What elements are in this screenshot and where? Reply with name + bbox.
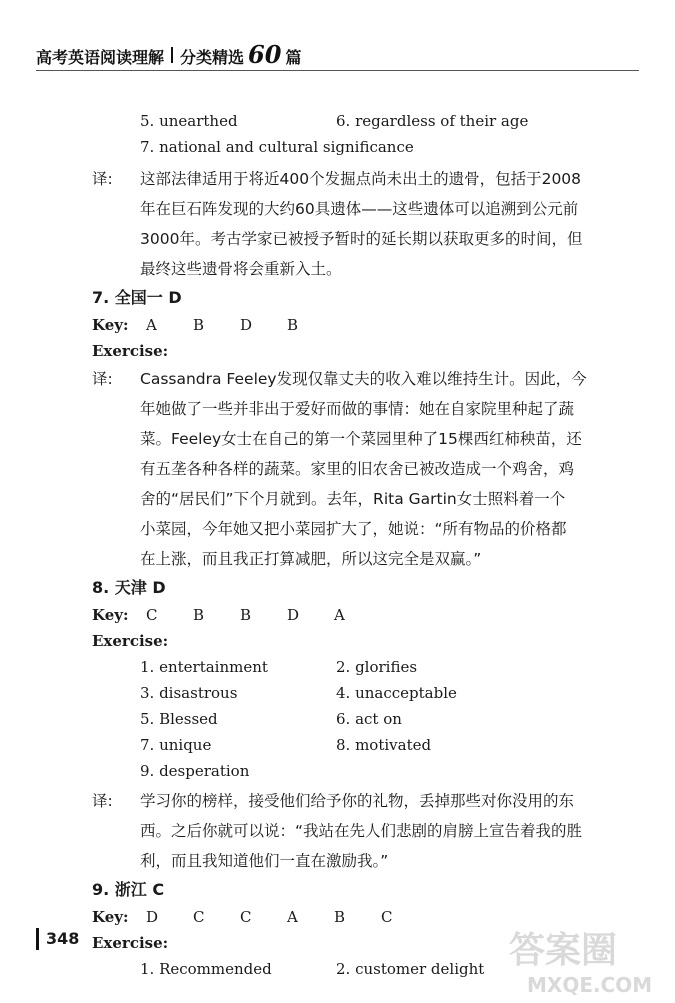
key-label: Key: [92, 316, 129, 334]
exercise-item: 1. entertainment [140, 658, 268, 676]
translation-line: 这部法律适用于将近400个发掘点尚未出土的遗骨，包括于2008 [140, 170, 582, 188]
translation-line: 最终这些遗骨将会重新入土。 [140, 260, 342, 278]
translation-line: Cassandra Feeley发现仅靠丈夫的收入难以维持生计。因此，今 [140, 370, 587, 388]
exercise-row [92, 134, 592, 160]
exercise-label-9: Exercise: [92, 934, 169, 952]
page-number: 348 [46, 929, 80, 948]
section-title-7: 7. 全国一 D [92, 288, 182, 307]
key-answer: C [240, 908, 252, 926]
exercise-item: 1. Recommended [140, 960, 272, 978]
answer-key-8 [92, 602, 592, 628]
key-answer: D [287, 606, 300, 624]
translation-line: 3000年。考古学家已被授予暂时的延长期以获取更多的时间，但 [140, 230, 583, 248]
page-number-bar [36, 928, 39, 950]
translation-line: 利，而且我知道他们一直在激励我。” [140, 852, 389, 870]
key-answer: C [146, 606, 158, 624]
exercise-list-8 [92, 654, 592, 784]
translation-line: 有五垄各种各样的蔬菜。家里的旧农舍已被改造成一个鸡舍，鸡 [140, 460, 575, 478]
translation-line: 年在巨石阵发现的大约60具遗体——这些遗体可以追溯到公元前 [140, 200, 579, 218]
translation-line: 学习你的榜样，接受他们给予你的礼物，丢掉那些对你没用的东 [140, 792, 575, 810]
key-label: Key: [92, 606, 129, 624]
key-answer: B [334, 908, 346, 926]
exercise-item: 2. customer delight [336, 960, 485, 978]
translation-line: 西。之后你就可以说：“我站在先人们悲剧的肩膀上宣告着我的胜 [140, 822, 583, 840]
key-answer: A [334, 606, 345, 624]
translation-line: 舍的“居民们”下个月就到。去年，Rita Gartin女士照料着一个 [140, 490, 566, 508]
series-number: 60 [248, 40, 282, 69]
series-suffix: 篇 [285, 48, 302, 67]
watermark-logo [505, 918, 665, 998]
exercise-item: 5. Blessed [140, 710, 218, 728]
translation-label: 译: [92, 370, 113, 388]
watermark-url: MXQE.COM [527, 973, 653, 997]
exercise-item: 2. glorifies [336, 658, 418, 676]
section-title-8: 8. 天津 D [92, 578, 166, 597]
translation-line: 小菜园，今年她又把小菜园扩大了，她说：“所有物品的价格都 [140, 520, 567, 538]
key-answer: B [240, 606, 252, 624]
key-answer: B [287, 316, 299, 334]
key-answer: D [146, 908, 159, 926]
running-header [36, 40, 301, 69]
exercise-label-8: Exercise: [92, 632, 169, 650]
exercise-row [92, 706, 592, 732]
key-answer: B [193, 606, 205, 624]
watermark-title: 答案圈 [509, 930, 618, 971]
answer-content [92, 108, 592, 982]
key-answer: C [381, 908, 393, 926]
answer-key-7 [92, 312, 592, 338]
translation-label: 译: [92, 170, 113, 188]
key-answer: D [240, 316, 253, 334]
translation-line: 在上涨，而且我正打算减肥，所以这完全是双赢。” [140, 550, 482, 568]
translation-line: 菜。Feeley女士在自己的第一个菜园里种了15棵西红柿秧苗，还 [140, 430, 582, 448]
exercise-item: 6. act on [336, 710, 402, 728]
exercise-row [92, 680, 592, 706]
prev-exercise-list [92, 108, 592, 160]
exercise-item: 3. disastrous [140, 684, 238, 702]
translation-7 [92, 364, 592, 574]
key-answer: C [193, 908, 205, 926]
exercise-item: 7. national and cultural significance [140, 138, 414, 156]
exercise-item: 9. desperation [140, 762, 250, 780]
header-divider [171, 47, 173, 63]
exercise-row [92, 654, 592, 680]
translation-8 [92, 786, 592, 876]
translation-label: 译: [92, 792, 113, 810]
key-label: Key: [92, 908, 129, 926]
key-answer: B [193, 316, 205, 334]
exercise-item: 6. regardless of their age [336, 112, 529, 130]
exercise-label-7: Exercise: [92, 342, 169, 360]
exercise-item: 7. unique [140, 736, 212, 754]
series-label: 分类精选 [180, 48, 245, 67]
exercise-row [92, 732, 592, 758]
exercise-row [92, 108, 592, 134]
exercise-item: 8. motivated [336, 736, 432, 754]
key-answer: A [146, 316, 157, 334]
section-title-9: 9. 浙江 C [92, 880, 165, 899]
prev-translation [92, 164, 592, 284]
exercise-item: 5. unearthed [140, 112, 238, 130]
header-rule [36, 70, 639, 71]
translation-line: 年她做了一些并非出于爱好而做的事情：她在自家院里种起了蔬 [140, 400, 575, 418]
book-title: 高考英语阅读理解 [36, 48, 165, 67]
exercise-item: 4. unacceptable [336, 684, 457, 702]
key-answer: A [287, 908, 298, 926]
exercise-row [92, 758, 592, 784]
